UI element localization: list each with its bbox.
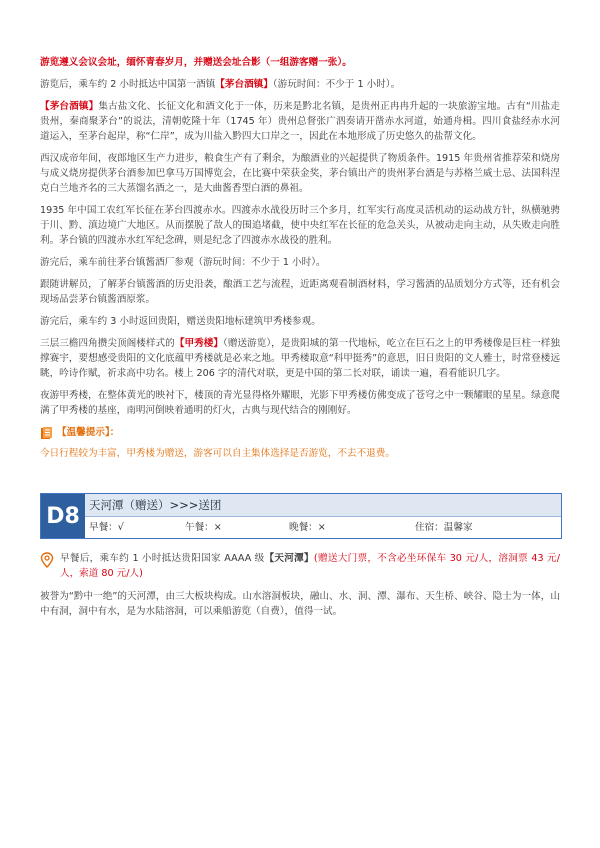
day-8-banner — [40, 493, 562, 539]
jiaxiu-tower-tag: 【甲秀楼】 — [174, 338, 223, 349]
maotai-history: 西汉成帝年间，夜郎地区生产力进步，粮食生产有了剩余，为酿酒业的兴起提供了物质条件。1915 年贵州省推荐荣和烧房与成义烧房提供茅台酒参加巴拿马万国博览会，在比赛中荣获金奖，茅台镇出产的贵州茅台酒是与苏格兰威士忌、法国科涅克白兰地齐名的三大蒸馏名酒之一，是大曲酱香型白酒的鼻祖。 — [40, 153, 560, 194]
distillery-visit-line: 游完后，乘车前往茅台镇酱酒厂参观（游玩时间：不少于 1 小时）。 — [40, 257, 326, 268]
tianhetan-intro: 早餐后，乘车约 1 小时抵达贵阳国家 AAAA 级【天河潭】(赠送大门票，不含必坐环保车 30 元/人，溶洞票 43 元/人，索道 80 元/人) — [40, 551, 560, 581]
tip-title: 【温馨提示】： — [57, 427, 120, 438]
maotai-town-tag: 【茅台酒镇】 — [215, 79, 273, 90]
tianhetan-fees: (赠送大门票，不含必坐环保车 30 元/人，溶洞票 43 元/人，索道 80 元/人) — [60, 553, 560, 579]
jiaxiu-night-description: 夜游甲秀楼，在整体黄光的映衬下，楼顶的青光显得格外耀眼，光影下甲秀楼仿佛变成了苍穹之中一颗耀眼的星星。绿意爬满了甲秀楼的基座，南明河倒映着通明的灯火，古典与现代结合的刚刚好。 — [40, 390, 560, 416]
location-pin-icon — [40, 552, 54, 581]
meal-row — [85, 517, 561, 538]
itinerary-page — [40, 55, 560, 626]
jiaxiu-tower-description: 三层三檐四角攒尖顶阁楼样式的【甲秀楼】（赠送游览），是贵阳城的第一代地标，屹立在巨石之上的甲秀楼像是巨柱一样独撑赛宇，要想感受贵阳的文化底蕴甲秀楼就是必来之地。甲秀楼取意“科甲挺秀”的意思，旧日贵阳的文人雅士，时常登楼远眺，吟诗作赋，祈求高中功名。楼上 206 字的清代对联，更是中国的第二长对联，诵读一遍，看看能识几字。 — [40, 338, 561, 379]
dinner-status: 晚餐：× — [289, 522, 326, 533]
distillery-description: 跟随讲解员，了解茅台镇酱酒的历史沿袭，酿酒工艺与流程，近距离观看制酒材料，学习酱酒的品质划分方式等，还有机会现场品尝茅台镇酱酒原浆。 — [40, 279, 560, 305]
maotai-description: 【茅台酒镇】集古盐文化、长征文化和酒文化于一体，历来是黔北名镇，是贵州正冉冉升起的一块旅游宝地。古有“川盐走贵州，秦商聚茅台”的说法，清朝乾隆十年（1745 年）贵州总督张广泗奏请开凿赤水河道，始通舟楫。四川食盐经赤水河道运入，至茅台起岸，称“仁岸”，成为川盐入黔四大口岸之一，因此在本地形成了历史悠久的盐帮文化。 — [40, 101, 560, 142]
maotai-intro-line: 游览后，乘车约 2 小时抵达中国第一酒镇【茅台酒镇】（游玩时间：不少于 1 小时）。 — [40, 79, 401, 90]
breakfast-status: 早餐：√ — [89, 522, 124, 533]
tip-header — [40, 425, 560, 440]
zunyi-memorial-line: 游览遵义会议会址，缅怀青春岁月，并赠送会址合影（一组游客赠一张）。 — [40, 57, 352, 68]
red-army-history: 1935 年中国工农红军长征在茅台四渡赤水。四渡赤水战役历时三个多月，红军实行高度灵活机动的运动战方针，纵横驰骋于川、黔、滇边境广大地区。从而摆脱了敌人的围追堵截，使中央红军在长征的危急关头，从被动走向主动，从失败走向胜利。茅台镇的四渡赤水红军纪念碑，则是纪念了四渡赤水战役的胜利。 — [40, 205, 560, 246]
tianhetan-tag: 【天河潭】 — [264, 553, 314, 564]
lunch-status: 午餐：× — [185, 522, 222, 533]
tianhetan-description: 被誉为“黔中一绝”的天河潭，由三大板块构成。山水溶洞板块，融山、水、洞、潭、瀑布、天生桥、峡谷、隐士为一体，山中有洞，洞中有水，是为水陆溶洞，可以乘船游览（自费），值得一试。 — [40, 591, 560, 617]
maotai-town-heading: 【茅台酒镇】 — [40, 101, 99, 112]
day-title: 天河潭（赠送）>>>送团 — [85, 494, 561, 517]
day-number: D8 — [41, 494, 85, 538]
return-guiyang-line: 游完后，乘车约 3 小时返回贵阳，赠送贵阳地标建筑甲秀楼参观。 — [40, 316, 321, 327]
tip-text: 今日行程较为丰富，甲秀楼为赠送，游客可以自主集体选择是否游览，不去不退费。 — [40, 448, 395, 459]
hotel-status: 住宿：温馨家 — [415, 522, 473, 533]
notice-book-icon — [40, 426, 54, 440]
